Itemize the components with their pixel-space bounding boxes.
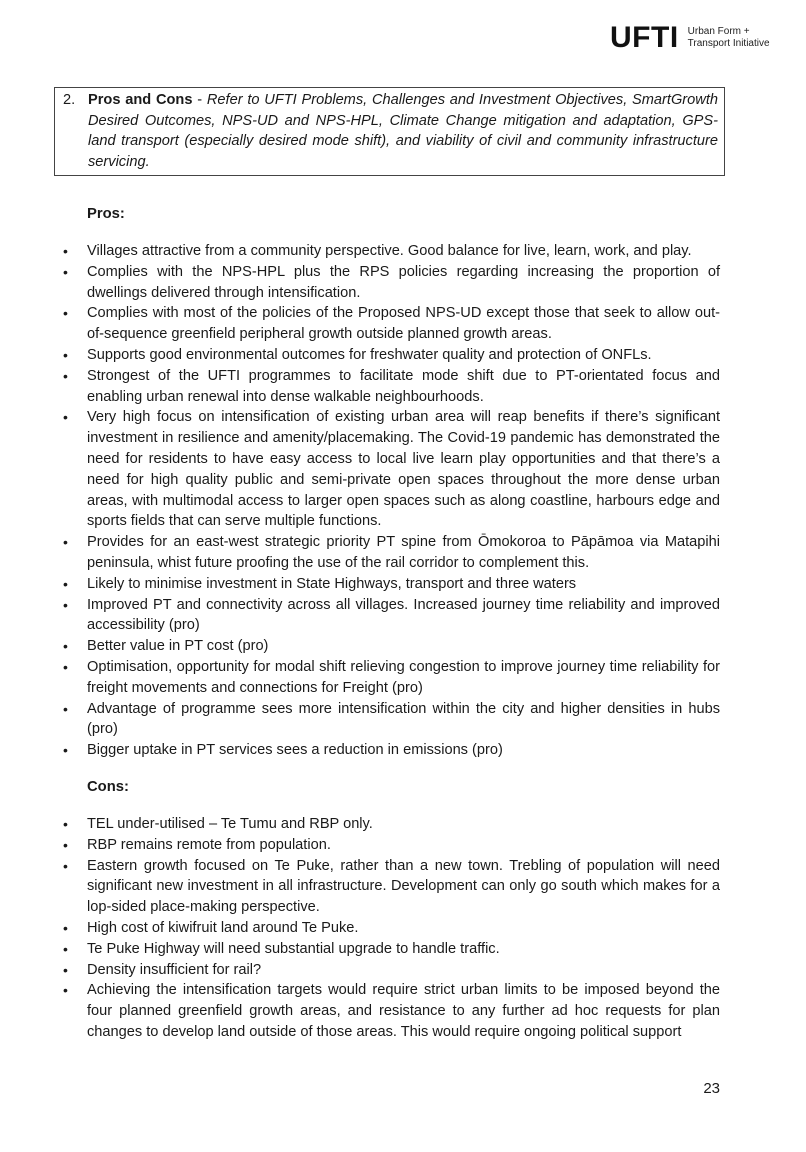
pros-list bbox=[0, 241, 806, 761]
pros-item-text: Bigger uptake in PT services sees a reduction in emissions (pro) bbox=[87, 742, 503, 759]
cons-list-item bbox=[0, 980, 806, 1042]
cons-item-text: Achieving the intensification targets would require strict urban limits to be imposed beyond the four planned greenfield growth areas, and resistance to any further ad hoc requests for plan changes to develop land outside of those areas. This would require ongoing political support bbox=[87, 982, 720, 1040]
pros-item-text: Complies with the NPS-HPL plus the RPS policies regarding increasing the proportion of dwellings delivered through intensification. bbox=[87, 263, 720, 301]
bullet-icon: • bbox=[63, 305, 68, 322]
bullet-icon: • bbox=[63, 534, 68, 551]
pros-list-item bbox=[0, 740, 806, 761]
logo-mark: UFTI bbox=[610, 21, 679, 54]
pros-item-text: Villages attractive from a community perspective. Good balance for live, learn, work, and play. bbox=[87, 243, 692, 259]
section-heading-text bbox=[88, 90, 718, 172]
pros-item-text: Improved PT and connectivity across all villages. Increased journey time reliability and improved accessibility (pro) bbox=[87, 596, 720, 634]
cons-item-text: RBP remains remote from population. bbox=[87, 836, 331, 853]
pros-item-text: Optimisation, opportunity for modal shift relieving congestion to improve journey time reliability for freight movements and connections for Freight (pro) bbox=[87, 658, 720, 696]
pros-list-item bbox=[0, 532, 806, 574]
cons-heading: Cons: bbox=[87, 779, 129, 795]
bullet-icon: • bbox=[63, 367, 68, 384]
pros-list-item bbox=[0, 262, 806, 304]
cons-list bbox=[0, 814, 806, 1043]
bullet-icon: • bbox=[63, 575, 68, 592]
bullet-icon: • bbox=[63, 700, 68, 717]
bullet-icon: • bbox=[63, 857, 68, 874]
bullet-icon: • bbox=[63, 596, 68, 613]
bullet-icon: • bbox=[63, 836, 68, 853]
bullet-icon: • bbox=[63, 919, 68, 936]
pros-item-text: Supports good environmental outcomes for freshwater quality and protection of ONFLs. bbox=[87, 346, 652, 363]
pros-list-item bbox=[0, 366, 806, 408]
pros-item-text: Likely to minimise investment in State Highways, transport and three waters bbox=[87, 575, 577, 592]
pros-list-item bbox=[0, 574, 806, 595]
logo-tagline bbox=[688, 26, 770, 50]
cons-list-item bbox=[0, 835, 806, 856]
pros-item-text: Strongest of the UFTI programmes to facilitate mode shift due to PT-orientated focus and enabling urban renewal into dense walkable neighbourhoods. bbox=[87, 367, 720, 405]
pros-item-text: Very high focus on intensification of existing urban area will reap benefits if there’s significant investment in resilience and amenity/placemaking. The Covid-19 pandemic has demonstrated the need for residents to have easy access to local live learn play opportunities and that there’s a need for high quality public and semi-private open spaces throughout the more dense urban areas, with multimodal access to larger open spaces such as along coastline, harbours edge and sports fields that can serve multiple functions. bbox=[87, 409, 720, 530]
pros-list-item bbox=[0, 595, 806, 637]
pros-heading: Pros: bbox=[87, 206, 125, 222]
section-separator: - bbox=[192, 92, 207, 108]
pros-list-item bbox=[0, 407, 806, 532]
bullet-icon: • bbox=[63, 816, 68, 832]
ufti-logo bbox=[610, 23, 770, 53]
pros-item-text: Better value in PT cost (pro) bbox=[87, 638, 269, 655]
section-heading-box bbox=[54, 87, 725, 176]
cons-list-item bbox=[0, 939, 806, 960]
cons-list-item bbox=[0, 856, 806, 918]
section-description: Refer to UFTI Problems, Challenges and Investment Objectives, SmartGrowth Desired Outcomes, NPS-UD and NPS-HPL, Climate Change mitigation and adaptation, GPS-land transport (especially desired mode shift), and viability of civil and community infrastructure servicing. bbox=[88, 92, 718, 170]
pros-list-item bbox=[0, 345, 806, 366]
cons-item-text: High cost of kiwifruit land around Te Puke. bbox=[87, 919, 359, 936]
pros-list-item bbox=[0, 636, 806, 657]
pros-item-text: Complies with most of the policies of the Proposed NPS-UD except those that seek to allow out-of-sequence greenfield peripheral growth outside planned growth areas. bbox=[87, 305, 720, 343]
cons-item-text: Eastern growth focused on Te Puke, rather than a new town. Trebling of population will need significant new investment in all infrastructure. Development can only go south which makes for a lop-sided place-making perspective. bbox=[87, 857, 720, 916]
bullet-icon: • bbox=[63, 940, 68, 957]
section-number: 2. bbox=[63, 92, 76, 108]
bullet-icon: • bbox=[63, 263, 68, 280]
cons-item-text: Density insufficient for rail? bbox=[87, 961, 262, 978]
cons-item-text: TEL under-utilised – Te Tumu and RBP only. bbox=[87, 816, 373, 832]
bullet-icon: • bbox=[63, 409, 68, 426]
section-title: Pros and Cons bbox=[88, 92, 193, 108]
pros-list-item bbox=[0, 699, 806, 741]
pros-list-item bbox=[0, 303, 806, 345]
bullet-icon: • bbox=[63, 638, 68, 655]
cons-list-item bbox=[0, 918, 806, 939]
bullet-icon: • bbox=[63, 243, 68, 259]
pros-list-item bbox=[0, 241, 806, 262]
bullet-icon: • bbox=[63, 961, 68, 978]
logo-line-1: Urban Form + bbox=[687, 26, 750, 37]
pros-list-item bbox=[0, 657, 806, 699]
page-number: 23 bbox=[703, 1080, 720, 1097]
pros-item-text: Advantage of programme sees more intensification within the city and higher densities in hubs (pro) bbox=[87, 700, 720, 738]
bullet-icon: • bbox=[63, 982, 68, 999]
pros-item-text: Provides for an east-west strategic priority PT spine from Ōmokoroa to Pāpāmoa via Matapihi peninsula, whist future proofing the use of the rail corridor to complement this. bbox=[87, 534, 720, 571]
bullet-icon: • bbox=[63, 346, 68, 363]
cons-list-item bbox=[0, 960, 806, 981]
cons-item-text: Te Puke Highway will need substantial upgrade to handle traffic. bbox=[87, 940, 500, 957]
logo-line-2: Transport Initiative bbox=[687, 38, 770, 49]
cons-list-item bbox=[0, 814, 806, 835]
bullet-icon: • bbox=[63, 658, 68, 675]
bullet-icon: • bbox=[63, 742, 68, 759]
